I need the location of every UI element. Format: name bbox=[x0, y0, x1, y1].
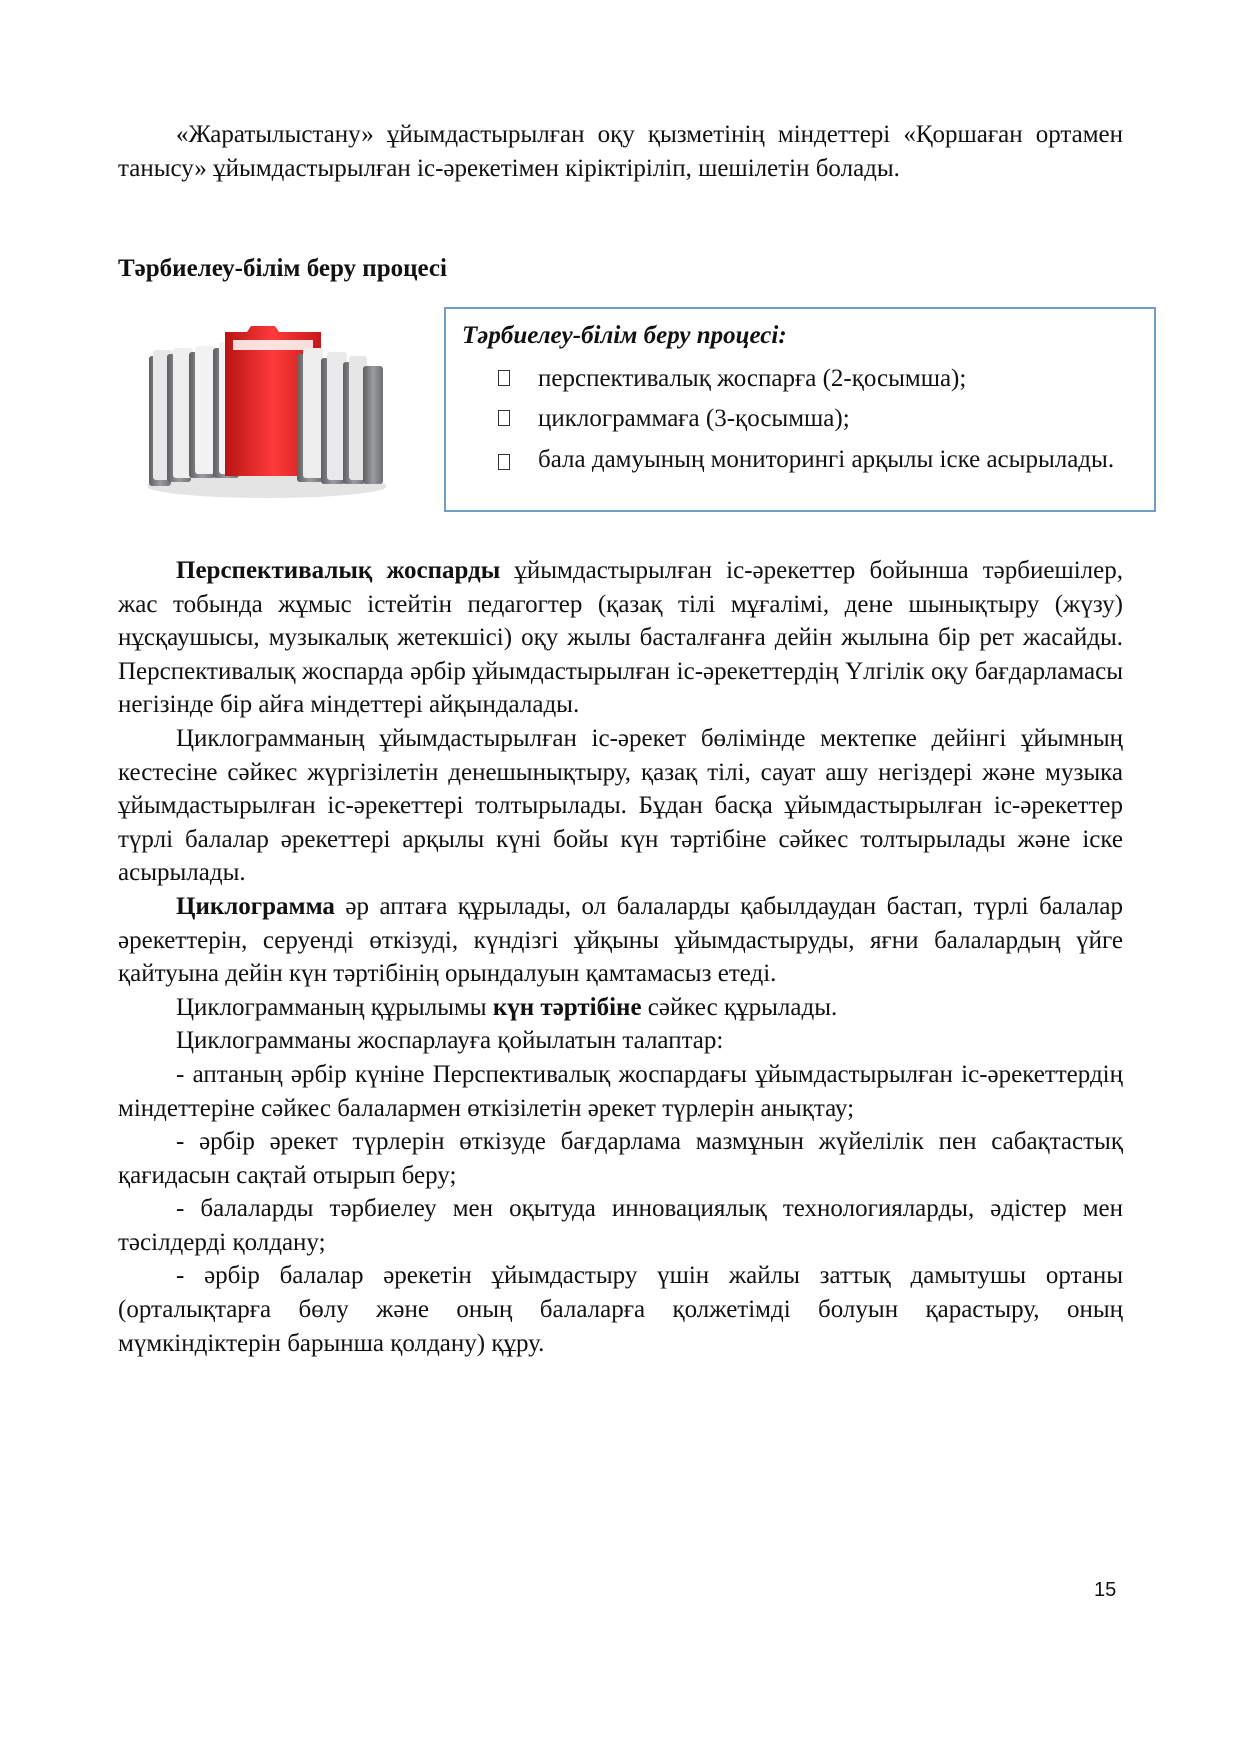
bold-term: Перспективалық жоспарды bbox=[176, 557, 501, 584]
cyclogram-section-paragraph: Циклограмманың ұйымдастырылған іс-әрекет бөлімінде мектепке дейінгі ұйымның кестесіне сәйкес жүргізілетін денешынықтыру, қазақ тілі, сауат ашу негіздері және музыка ұйымдастырылған іс-әрекеттері толтырылады. Бұдан басқа ұйымдастырылған іс-әрекеттер түрлі балалар әрекеттері арқылы күні бойы күн тәртібіне сәйкес толтырылады және іске асырылады. bbox=[118, 724, 1123, 887]
process-callout-box bbox=[444, 307, 1156, 512]
perspective-plan-paragraph bbox=[118, 554, 1123, 722]
callout-title: Тәрбиелеу-білім беру процесі: bbox=[462, 322, 787, 349]
callout-list bbox=[498, 359, 1138, 477]
cyclogram-structure-paragraph bbox=[118, 991, 1123, 1025]
list-item bbox=[498, 399, 1138, 439]
square-bullet-icon bbox=[498, 454, 510, 470]
page-number: 15 bbox=[1094, 1579, 1117, 1601]
requirement-item: - әрбір балалар әрекетін ұйымдастыру үшін жайлы заттық дамытушы ортаны (орталықтарға бөлу және оның балаларға қолжетімді болуын қарастыру, оның мүмкіндіктерін барынша қолдану) құру. bbox=[118, 1262, 1123, 1357]
paragraph-text: ұйымдастырылған іс-әрекеттер бойынша тәрбиешілер, жас тобында жұмыс істейтін педагогтер (қазақ тілі мұғалімі, дене шынықтыру (жүзу) нұсқаушысы, музыкалық жетекшісі) оқу жылы басталғанға дейін жылына бір рет жасайды. Перспективалық жоспарда әрбір ұйымдастырылған іс-әрекеттердің Үлгілік оқу бағдарламасы негізінде бір айға міндеттері айқындалады. bbox=[118, 557, 1123, 719]
intro-text: «Жаратылыстану» ұйымдастырылған оқу қызметінің міндеттері «Қоршаған ортамен танысу» ұйымдастырылған іс-әрекетімен кіріктіріліп, шешілетін болады. bbox=[118, 121, 1123, 182]
requirement-item: - әрбір әрекет түрлерін өткізуде бағдарлама мазмұнын жүйелілік пен сабақтастық қағидасын сақтай отырып беру; bbox=[118, 1128, 1123, 1189]
requirements-intro: Циклограмманы жоспарлауға қойылатын талаптар: bbox=[176, 1027, 724, 1055]
list-item bbox=[498, 359, 1138, 399]
bold-term: күн тәртібіне bbox=[492, 993, 642, 1021]
folders-red-highlight-icon bbox=[147, 326, 386, 499]
paragraph-text: Циклограмманың құрылымы bbox=[176, 993, 493, 1021]
body-text bbox=[118, 554, 1123, 1360]
section-heading: Тәрбиелеу-білім беру процесі bbox=[118, 255, 447, 282]
list-item-text: бала дамуының мониторингі арқылы іске асырылады. bbox=[538, 446, 1115, 473]
list-item-text: циклограммаға (3-қосымша); bbox=[538, 405, 850, 432]
bold-term: Циклограмма bbox=[176, 892, 335, 920]
requirement-item: - аптаның әрбір күніне Перспективалық жоспардағы ұйымдастырылған іс-әрекеттердің міндеттеріне сәйкес балалармен өткізілетін әрекет түрлерін анықтау; bbox=[118, 1060, 1123, 1122]
list-item bbox=[498, 443, 1138, 477]
square-bullet-icon bbox=[498, 370, 510, 386]
requirement-item: - балаларды тәрбиелеу мен оқытуда инновациялық технологияларды, әдістер мен тәсілдерді қолдану; bbox=[118, 1195, 1123, 1256]
square-bullet-icon bbox=[498, 410, 510, 426]
list-item-text: перспективалық жоспарға (2-қосымша); bbox=[538, 365, 967, 392]
cyclogram-paragraph bbox=[118, 890, 1123, 991]
paragraph-text: әр аптаға құрылады, ол балаларды қабылдаудан бастап, түрлі балалар әрекеттерін, серуенді өткізуді, күндізгі ұйқыны ұйымдастыруды, яғни балалардың үйге қайтуына дейін күн тәртібінің орындалуын қамтамасыз етеді. bbox=[118, 892, 1123, 988]
paragraph-text: сәйкес құрылады. bbox=[641, 993, 838, 1021]
intro-paragraph bbox=[118, 118, 1123, 185]
